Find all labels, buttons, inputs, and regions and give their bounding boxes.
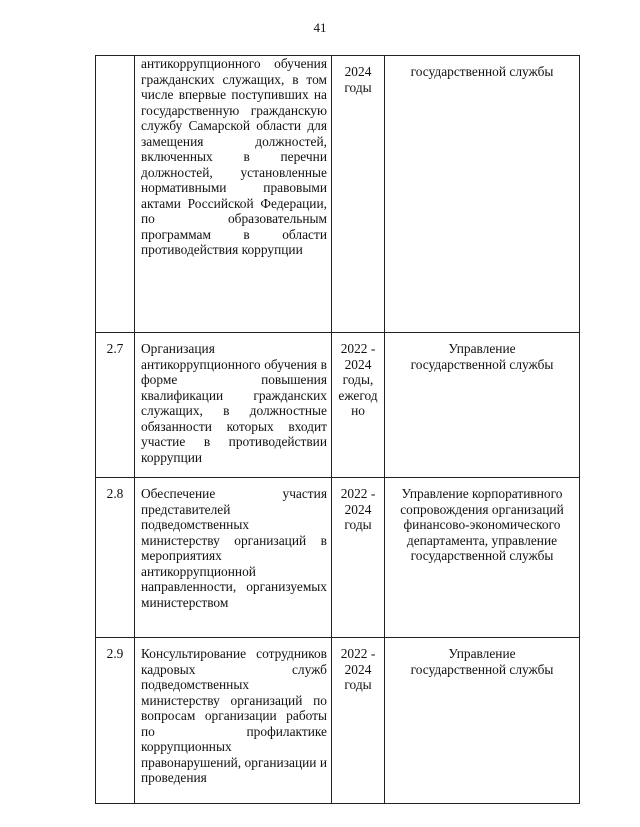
term-cell <box>332 638 385 804</box>
row-number-cell <box>96 333 135 478</box>
measure-name-cell <box>135 638 332 804</box>
table-row <box>96 333 580 478</box>
measures-table <box>95 55 580 804</box>
measure-name-cell <box>135 56 332 333</box>
row-number: 2.8 <box>106 486 124 501</box>
responsible-cell <box>385 638 580 804</box>
measure-name: антикоррупционного обучения гражданских служащих, в том числе впервые поступивших на государственную гражданскую службу Самарской области для замещения должностей, включенных в перечни должностей, установленные нормативными правовыми актами Российской Федерации, по образовательным программам в области противодействия коррупции <box>141 56 327 257</box>
table-row <box>96 478 580 638</box>
measure-name: Консультирование сотрудников кадровых служб подведомственных министерству организаций по вопросам организации работы по профилактике коррупционных правонарушений, организации и проведения <box>141 646 327 785</box>
responsible: Управление государственной службы <box>410 646 554 677</box>
term-cell <box>332 56 385 333</box>
row-number-cell <box>96 56 135 333</box>
responsible: государственной службы <box>410 64 554 79</box>
term: 2022 - 2024 годы <box>340 646 376 692</box>
table-row <box>96 638 580 804</box>
term: 2022 - 2024 годы, ежегод но <box>338 341 378 418</box>
responsible-cell <box>385 56 580 333</box>
measure-name: Обеспечение участия представителей подведомственных министерству организаций в мероприятиях антикоррупционной направленности, организуемых министерством <box>141 486 327 610</box>
table-row <box>96 56 580 333</box>
responsible-cell <box>385 478 580 638</box>
term: 2022 - 2024 годы <box>340 486 376 532</box>
page-number: 41 <box>313 20 327 35</box>
responsible: Управление корпоративного сопровождения организаций финансово-экономического департамента, управление государственной службы <box>400 486 564 563</box>
responsible: Управление государственной службы <box>410 341 554 372</box>
responsible-cell <box>385 333 580 478</box>
row-number-cell <box>96 478 135 638</box>
term-cell <box>332 333 385 478</box>
row-number-cell <box>96 638 135 804</box>
row-number: 2.7 <box>106 341 124 356</box>
row-number: 2.9 <box>106 646 124 661</box>
term: 2024 годы <box>344 64 372 95</box>
measure-name-cell <box>135 333 332 478</box>
measure-name: Организация антикоррупционного обучения в форме повышения квалификации гражданских служащих, в должностные обязанности которых входит участие в противодействии коррупции <box>141 341 327 465</box>
measure-name-cell <box>135 478 332 638</box>
term-cell <box>332 478 385 638</box>
